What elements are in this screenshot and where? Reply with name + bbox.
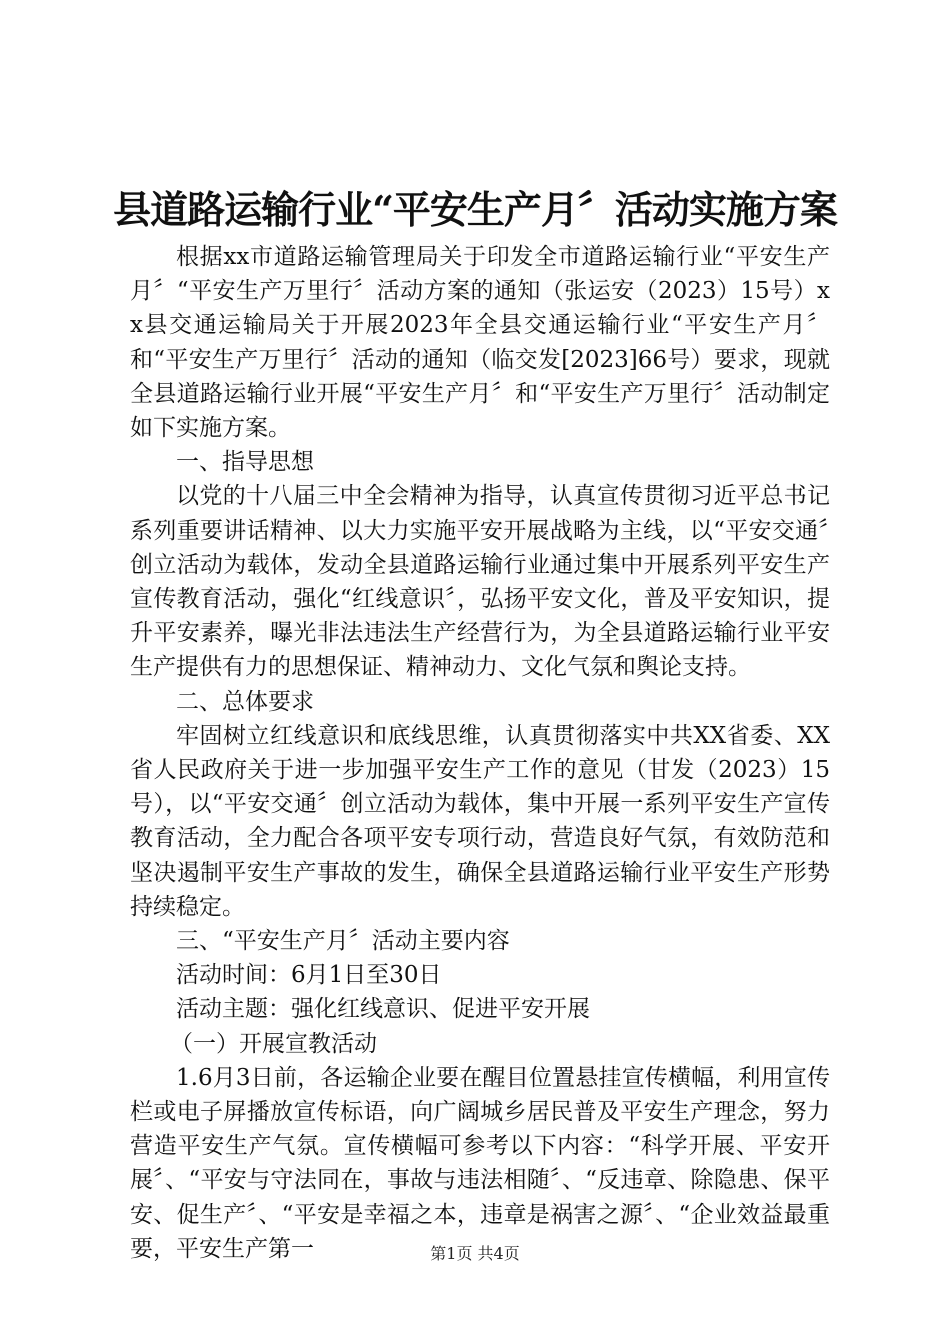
subsection-heading-education: （一）开展宣教活动: [170, 1030, 377, 1057]
document-title: 县道路运输行业“平安生产月〞活动实施方案: [113, 187, 837, 232]
intro-paragraph: 根据xx市道路运输管理局关于印发全市道路运输行业“平安生产月〞“平安生产万里行〞活动方案的通知（张运安（2023）15号）xx县交通运输局关于开展2023年全县交通运输行业“平安生产月〞和“平安生产万里行〞活动的通知（临交发[2023]66号）要求，现就全县道路运输行业开展“平安生产月〞和“平安生产万里行〞活动制定如下实施方案。: [130, 244, 830, 442]
activity-theme: 活动主题：强化红线意识、促进平安开展: [176, 996, 590, 1023]
general-requirements-paragraph: 牢固树立红线意识和底线思维，认真贯彻落实中共XX省委、XX省人民政府关于进一步加强平安生产工作的意见（甘发（2023）15号），以“平安交通〞创立活动为载体，集中开展一系列平安生产宣传教育活动，全力配合各项平安专项行动，营造良好气氛，有效防范和坚决遏制平安生产事故的发生，确保全县道路运输行业平安生产形势持续稳定。: [130, 722, 830, 920]
guiding-ideology-paragraph: 以党的十八届三中全会精神为指导，认真宣传贯彻习近平总书记系列重要讲话精神、以大力实施平安开展战略为主线，以“平安交通〞创立活动为载体，发动全县道路运输行业通过集中开展系列平安生产宣传教育活动，强化“红线意识〞，弘扬平安文化，普及平安知识，提升平安素养，曝光非法违法生产经营行为，为全县道路运输行业平安生产提供有力的思想保证、精神动力、文化气氛和舆论支持。: [130, 483, 830, 681]
section-heading-main-content: 三、“平安生产月〞活动主要内容: [176, 928, 510, 955]
section-heading-general-requirements: 二、总体要求: [176, 688, 314, 715]
activity-time: 活动时间：6月1日至30日: [176, 962, 442, 989]
section-heading-guiding-ideology: 一、指导思想: [176, 449, 314, 476]
document-body: [130, 240, 830, 1266]
page-footer: 第1页 共4页: [430, 1244, 520, 1263]
education-paragraph: 1.6月3日前，各运输企业要在醒目位置悬挂宣传横幅，利用宣传栏或电子屏播放宣传标语，向广阔城乡居民普及平安生产理念，努力营造平安生产气氛。宣传横幅可参考以下内容：“科学开展、平安开展〞、“平安与守法同在，事故与违法相随〞、“反违章、除隐患、保平安、促生产〞、“平安是幸福之本，违章是祸害之源〞、“企业效益最重要，平安生产第一: [130, 1064, 830, 1262]
